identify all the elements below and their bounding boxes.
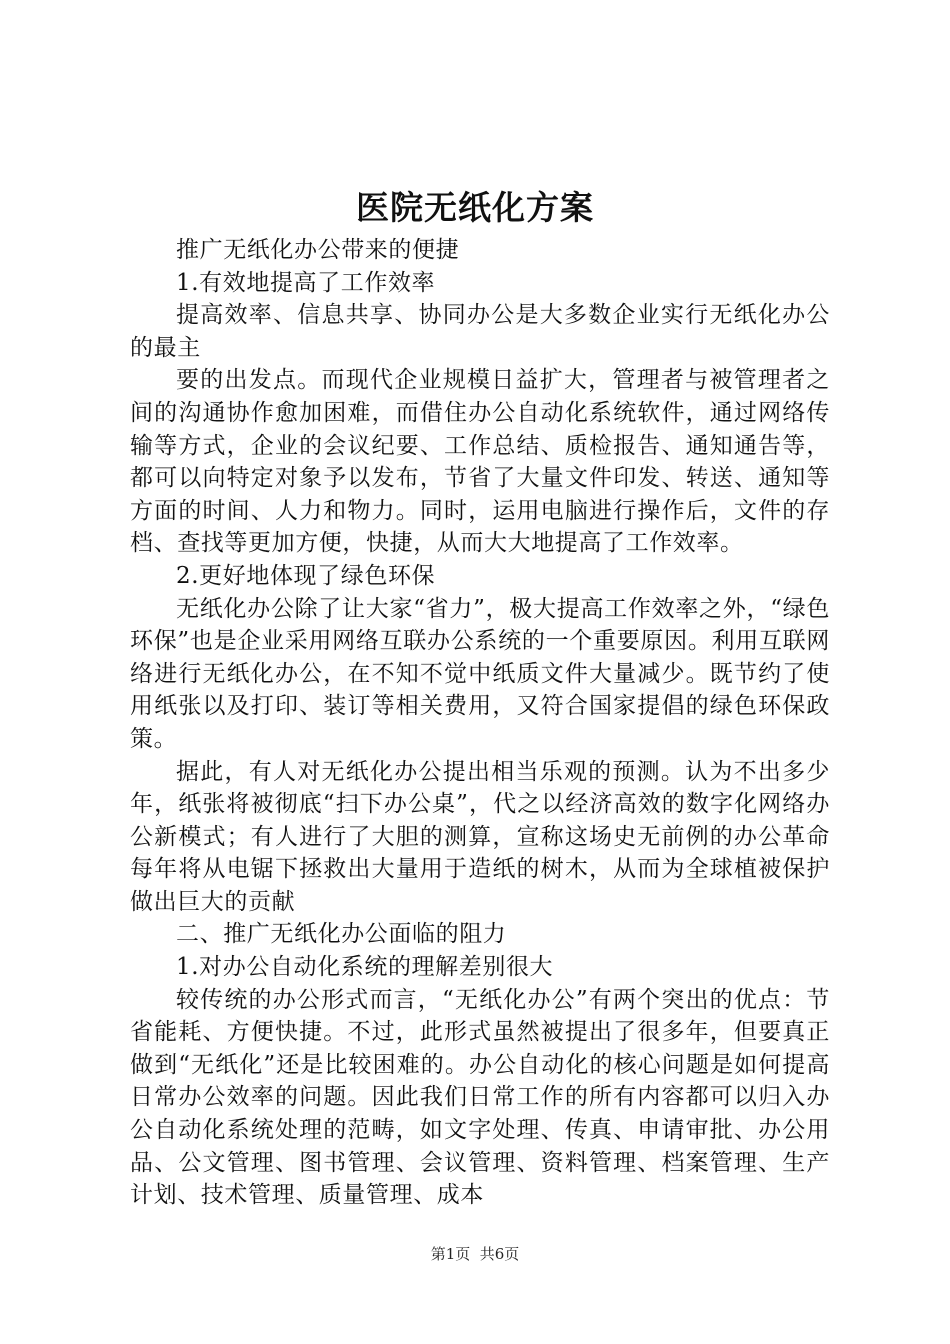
paragraph-8: 二、推广无纸化办公面临的阻力 [176, 921, 507, 948]
paragraph-6: 无纸化办公除了让大家“省力”，极大提高工作效率之外，“绿色环保”也是企业采用网络互联办公系统的一个重要原因。利用互联网络进行无纸化办公，在不知不觉中纸质文件大量减少。既节约了使用纸张以及打印、装订等相关费用，又符合国家提倡的绿色环保政策。 [130, 595, 830, 752]
paragraph-2: 1.有效地提高了工作效率 [176, 269, 436, 296]
paragraph-1: 推广无纸化办公带来的便捷 [176, 237, 460, 263]
page-number-footer: 第1页 共6页 [430, 1245, 520, 1263]
paragraph-10: 较传统的办公形式而言，“无纸化办公”有两个突出的优点：节省能耗、方便快捷。不过，此形式虽然被提出了很多年，但要真正做到“无纸化”还是比较困难的。办公自动化的核心问题是如何提高日常办公效率的问题。因此我们日常工作的所有内容都可以归入办公自动化系统处理的范畴，如文字处理、传真、申请审批、办公用品、公文管理、图书管理、会议管理、资料管理、档案管理、生产计划、技术管理、质量管理、成本 [130, 986, 830, 1209]
paragraph-4: 要的出发点。而现代企业规模日益扩大，管理者与被管理者之间的沟通协作愈加困难，而借住办公自动化系统软件，通过网络传输等方式，企业的会议纪要、工作总结、质检报告、通知通告等，都可以向特定对象予以发布，节省了大量文件印发、转送、通知等方面的时间、人力和物力。同时，运用电脑进行操作后，文件的存档、查找等更加方便，快捷，从而大大地提高了工作效率。 [130, 367, 830, 557]
paragraph-3: 提高效率、信息共享、协同办公是大多数企业实行无纸化办公的最主 [130, 302, 830, 361]
paragraph-7: 据此，有人对无纸化办公提出相当乐观的预测。认为不出多少年，纸张将被彻底“扫下办公桌”，代之以经济高效的数字化网络办公新模式；有人进行了大胆的测算，宣称这场史无前例的办公革命每年将从电锯下拯救出大量用于造纸的树木，从而为全球植被保护做出巨大的贡献 [130, 758, 830, 915]
paragraph-9: 1.对办公自动化系统的理解差别很大 [176, 954, 554, 981]
paragraph-5: 2.更好地体现了绿色环保 [176, 562, 436, 589]
document-title: 医院无纸化方案 [356, 188, 594, 227]
document-body [130, 234, 830, 1212]
